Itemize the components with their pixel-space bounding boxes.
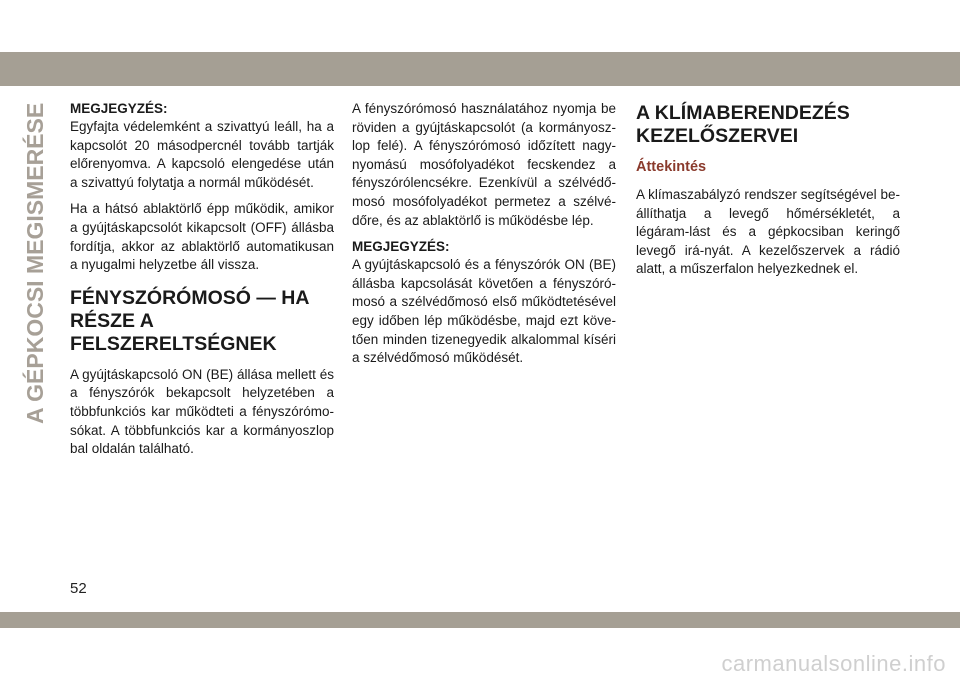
note-heading: MEGJEGYZÉS: (70, 101, 168, 116)
paragraph: A gyújtáskapcsoló ON (BE) állása mellett és a fényszórók bekapcsolt helyzetében a többfunkciós kar működteti a fényszórómo-sókat. A többfunkciós kar a kormányoszlop bal oldalán található. (70, 366, 334, 457)
paragraph: Ha a hátsó ablaktörlő épp működik, amikor a gyújtáskapcsolót kikapcsolt (OFF) állásba fordítja, akkor az ablaktörlő automatikusan a nyugalmi helyzetbe áll vissza. (70, 201, 334, 273)
section-heading-climate-controls (636, 102, 900, 148)
column-1 (70, 100, 334, 467)
page-number: 52 (70, 580, 87, 597)
section-heading-headlamp-washer (70, 287, 334, 356)
paragraph: A klímaszabályzó rendszer segítségével be-állíthatja a levegő hőmérsékletét, a légáram-lást és a gépkocsiban keringő levegő irá-nyát. A kezelőszervek a rádió alatt, a műszerfalon helyezkednek el. (636, 187, 900, 277)
watermark-text: carmanualsonline.info (721, 651, 946, 676)
heading-line: RÉSZE A (70, 309, 154, 332)
heading-line: FELSZERELTSÉGNEK (70, 332, 277, 355)
top-band (0, 52, 960, 86)
subheading-overview: Áttekintés (636, 159, 707, 175)
note-text: A gyújtáskapcsoló és a fényszórók ON (BE) állásba kapcsolását követően a fényszóró-mosó a szélvédőmosó első működtetésével egy időben lép működésbe, majd ezt köve-tően minden tizenegyedik alkalommal kíséri a szélvédőmosó működését. (352, 257, 616, 366)
section-side-title: A GÉPKOCSI MEGISMERÉSE (22, 102, 48, 424)
heading-line: A KLÍMABERENDEZÉS (636, 102, 850, 124)
column-2 (352, 100, 616, 376)
heading-line: KEZELŐSZERVEI (636, 125, 799, 147)
bottom-band (0, 612, 960, 628)
column-3 (636, 100, 900, 287)
paragraph: A fényszórómosó használatához nyomja be röviden a gyújtáskapcsolót (a kormányosz-lop felé). A fényszórómosó időzített nagy-nyomású mosófolyadékot fecskendez a fényszórólencsékre. Ezenkívül a szélvédő-mosó mosófolyadékot permetez a szélvé-dőre, és az ablaktörlő is működésbe lép. (352, 101, 616, 228)
note-heading: MEGJEGYZÉS: (352, 239, 450, 255)
note-text: Egyfajta védelemként a szivattyú leáll, ha a kapcsolót 20 másodpercnél tovább tartják előrenyomva. A kapcsoló elengedése után a szivattyú folytatja a normál működését. (70, 119, 334, 190)
heading-line: FÉNYSZÓRÓMOSÓ — HA (70, 286, 310, 309)
